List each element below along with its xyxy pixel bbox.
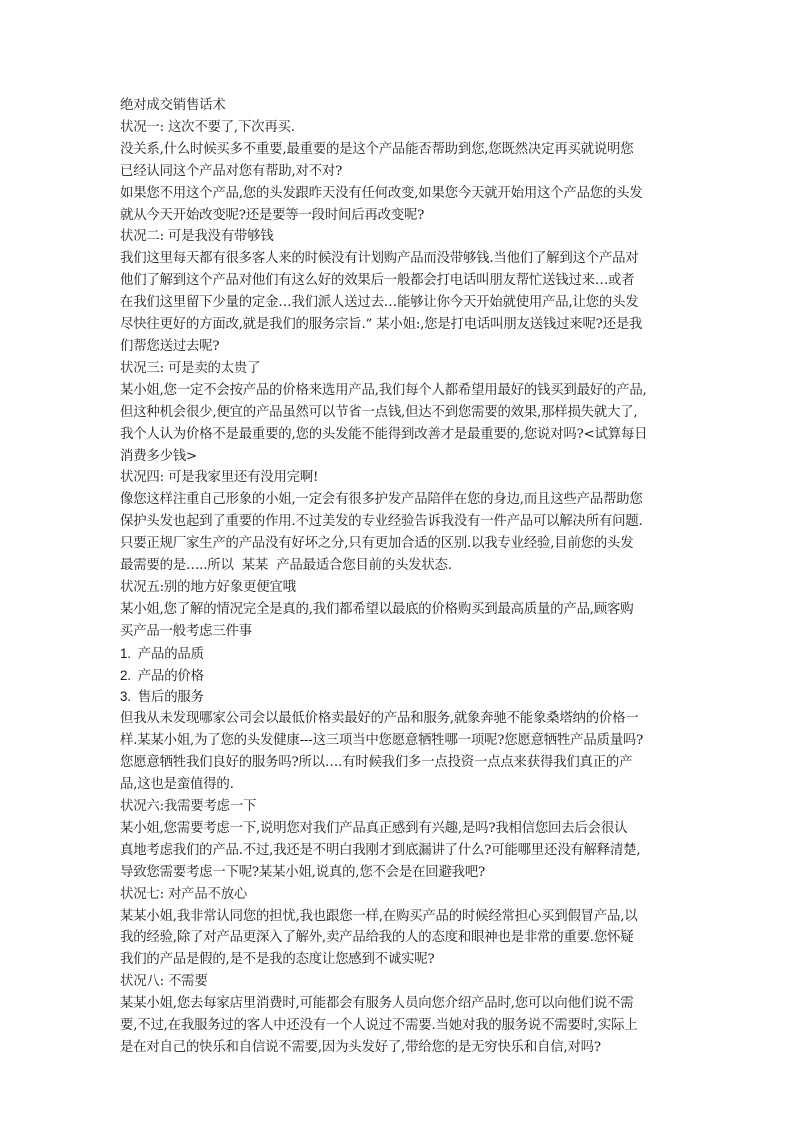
situation-4-heading: 状况四: 可是我家里还有没用完啊!	[120, 470, 319, 486]
situation-7-heading: 状况七: 对产品不放心	[120, 886, 248, 902]
paragraph-line: 某某小姐,我非常认同您的担忧,我也跟您一样,在购买产品的时候经常担心买到假冒产品,以	[120, 908, 638, 924]
paragraph-line: 尽快往更好的方面改,就是我们的服务宗旨.” 某小姐:,您是打电话叫朋友送钱过来呢?还是我	[120, 317, 643, 333]
paragraph-line: 就从今天开始改变呢?还是要等一段时间后再改变呢?	[120, 207, 425, 223]
situation-2-heading: 状况二: 可是我没有带够钱	[120, 229, 274, 245]
paragraph-line: 要,不过,在我服务过的客人中还没有一个人说过不需要.当她对我的服务说不需要时,实际上	[120, 1018, 638, 1034]
paragraph-line: 我个人认为价格不是最重要的,您的头发能不能得到改善才是最重要的,您说对吗?<试算每日	[120, 426, 648, 442]
paragraph-line: 真地考虑我们的产品.不过,我还是不明白我刚才到底漏讲了什么?可能哪里还没有解释清楚,	[120, 842, 641, 858]
paragraph-line: 最需要的是…..所以 某某 产品最适合您目前的头发状态.	[120, 558, 452, 574]
situation-1-heading: 状况一: 这次不要了,下次再买.	[120, 119, 295, 135]
paragraph-line: 我们的产品是假的,是不是我的态度让您感到不诚实呢?	[120, 952, 435, 968]
paragraph-line: 在我们这里留下少量的定金…我们派人送过去…能够让你今天开始就使用产品,让您的头发	[120, 295, 639, 311]
paragraph-line: 某某小姐,您去每家店里消费时,可能都会有服务人员向您介绍产品时,您可以向他们说不需	[120, 996, 634, 1012]
paragraph-line: 们帮您送过去呢?	[120, 338, 220, 354]
paragraph-line: 已经认同这个产品对您有帮助,对不对?	[120, 163, 343, 179]
situation-8-heading: 状况八: 不需要	[120, 974, 208, 990]
document-title: 绝对成交销售话术	[120, 98, 226, 113]
list-item: 2. 产品的价格	[120, 667, 204, 683]
paragraph-line: 是在对自己的快乐和自信说不需要,因为头发好了,带给您的是无穷快乐和自信,对吗?	[120, 1039, 601, 1055]
paragraph-line: 但我从未发现哪家公司会以最低价格卖最好的产品和服务,就象奔驰不能象桑塔纳的价格一	[120, 711, 639, 727]
paragraph-line: 某小姐,您了解的情况完全是真的,我们都希望以最底的价格购买到最高质量的产品,顾客购	[120, 601, 634, 617]
paragraph-line: 某小姐,您一定不会按产品的价格来选用产品,我们每个人都希望用最好的钱买到最好的产品,	[120, 382, 647, 398]
paragraph-line: 他们了解到这个产品对他们有这么好的效果后一般都会打电话叫朋友帮忙送钱过来…或者	[120, 273, 635, 289]
situation-6-heading: 状况六:我需要考虑一下	[120, 799, 257, 814]
paragraph-line: 如果您不用这个产品,您的头发跟昨天没有任何改变,如果您今天就开始用这个产品您的头发	[120, 185, 643, 201]
paragraph-line: 保护头发也起到了重要的作用.不过美发的专业经验告诉我没有一件产品可以解决所有问题.	[120, 514, 643, 530]
list-item: 3. 售后的服务	[120, 689, 204, 705]
paragraph-line: 导致您需要考虑一下呢?某某小姐,说真的,您不会是在回避我吧?	[120, 864, 486, 880]
situation-5-heading: 状况五:别的地方好象更便宜哦	[120, 579, 296, 595]
paragraph-line: 样.某某小姐,为了您的头发健康---这三项当中您愿意牺牲哪一项呢?您愿意牺牲产品质量吗?	[120, 733, 644, 749]
paragraph-line: 没关系,什么时候买多不重要,最重要的是这个产品能否帮助到您,您既然决定再买就说明您	[120, 141, 634, 157]
paragraph-line: 我的经验,除了对产品更深入了解外,卖产品给我的人的态度和眼神也是非常的重要.您怀疑	[120, 930, 634, 946]
paragraph-line: 但这种机会很少,便宜的产品虽然可以节省一点钱,但达不到您需要的效果,那样损失就大了,	[120, 404, 638, 420]
paragraph-line: 消费多少钱>	[120, 448, 197, 464]
paragraph-line: 您愿意牺牲我们良好的服务吗?所以….有时候我们多一点投资一点点来获得我们真正的产	[120, 755, 633, 771]
paragraph-line: 品,这也是蛮值得的.	[120, 777, 234, 793]
paragraph-line: 某小姐,您需要考虑一下,说明您对我们产品真正感到有兴趣,是吗?我相信您回去后会很认	[120, 820, 628, 836]
situation-3-heading: 状况三: 可是卖的太贵了	[120, 360, 261, 376]
paragraph-line: 我们这里每天都有很多客人来的时候没有计划购产品而没带够钱.当他们了解到这个产品对	[120, 251, 639, 267]
list-item: 1. 产品的品质	[120, 645, 204, 661]
paragraph-line: 只要正规厂家生产的产品没有好坏之分,只有更加合适的区别.以我专业经验,目前您的头发	[120, 536, 634, 552]
paragraph-line: 买产品一般考虑三件事	[120, 623, 252, 639]
paragraph-line: 像您这样注重自己形象的小姐,一定会有很多护发产品陪伴在您的身边,而且这些产品帮助您	[120, 492, 643, 508]
document-body	[120, 95, 680, 1059]
